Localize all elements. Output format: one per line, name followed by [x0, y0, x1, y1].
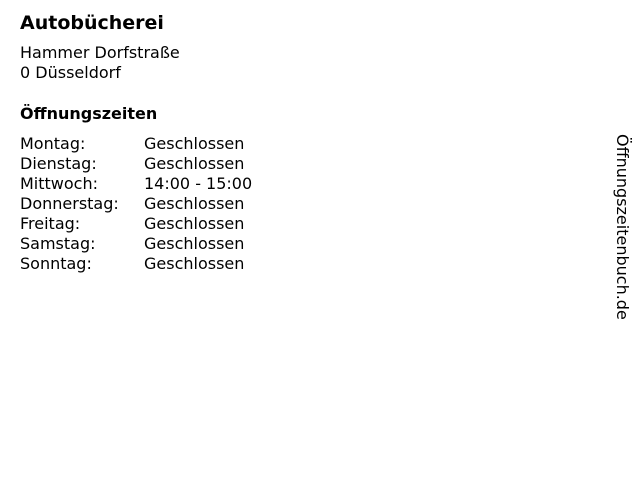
hours-value: Geschlossen [144, 234, 245, 253]
day-label: Sonntag: [20, 254, 92, 273]
hours-value: Geschlossen [144, 154, 245, 173]
hours-row-saturday [20, 234, 252, 254]
day-label: Montag: [20, 134, 86, 153]
day-label: Samstag: [20, 234, 96, 253]
opening-hours-table [20, 134, 252, 274]
address-street: Hammer Dorfstraße [20, 43, 180, 62]
address-block [20, 43, 180, 83]
hours-value: Geschlossen [144, 214, 245, 233]
day-label: Donnerstag: [20, 194, 119, 213]
site-watermark [612, 134, 632, 336]
hours-row-thursday [20, 194, 252, 214]
day-label: Freitag: [20, 214, 81, 233]
hours-row-monday [20, 134, 252, 154]
address-city: 0 Düsseldorf [20, 63, 121, 82]
hours-value: 14:00 - 15:00 [144, 174, 253, 193]
page-title: Autobücherei [20, 12, 164, 34]
day-label: Dienstag: [20, 154, 97, 173]
site-watermark-text: Öffnungszeitenbuch.de [613, 134, 632, 320]
hours-row-wednesday [20, 174, 252, 194]
hours-row-tuesday [20, 154, 252, 174]
hours-value: Geschlossen [144, 254, 245, 273]
hours-value: Geschlossen [144, 134, 245, 153]
hours-row-sunday [20, 254, 252, 274]
opening-hours-heading: Öffnungszeiten [20, 104, 158, 123]
hours-value: Geschlossen [144, 194, 245, 213]
day-label: Mittwoch: [20, 174, 98, 193]
hours-row-friday [20, 214, 252, 234]
